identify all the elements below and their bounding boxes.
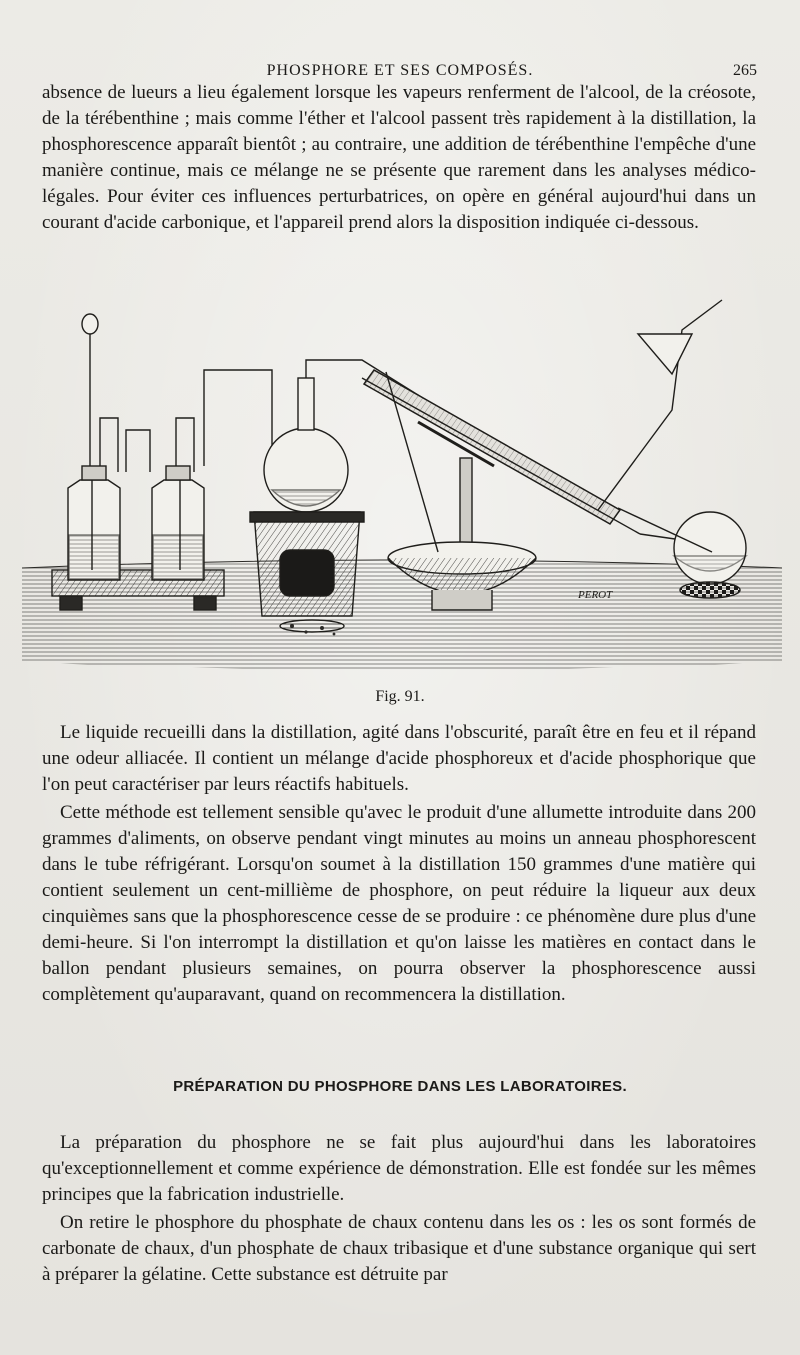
paragraph-5: On retire le phosphore du phosphate de chaux contenu dans les os : les os sont formés de carbonate de chaux, d'un phosphate de chaux tribasique et d'une substance organique qui sert à préparer la gélatine. Cette substance est détruite par	[42, 1212, 756, 1285]
section-heading: PRÉPARATION DU PHOSPHORE DANS LES LABORATOIRES.	[173, 1078, 627, 1095]
distillation-apparatus-illustration	[22, 290, 782, 670]
condenser-tube	[362, 300, 722, 540]
figure-caption: Fig. 91.	[375, 688, 425, 705]
paragraph-2: Le liquide recueilli dans la distillation, agité dans l'obscurité, paraît être en feu et il répand une odeur alliacée. Il contient un mélange d'acide phosphoreux et d'acide phosphorique que l'on peut caractériser par leurs réactifs habituels.	[42, 722, 756, 795]
page-number: 265	[733, 62, 757, 79]
paragraph-4: La préparation du phosphore ne se fait plus aujourd'hui dans les laboratoires qu'exceptionnellement et comme expérience de démonstration. Elle est fondée sur les mêmes principes que la fabrication industrielle.	[42, 1132, 756, 1205]
paragraph-3: Cette méthode est tellement sensible qu'avec le produit d'une allumette introduite dans 200 grammes d'aliments, on observe pendant vingt minutes au moins un anneau phosphorescent dans le tube réfrigérant. Lorsqu'on soumet à la distillation 150 grammes d'une matière qui contient seulement un cent-millième de phosphore, on peut réduire la liqueur aux deux cinquièmes sans que la phosphorescence cesse de se produire : ce phénomène dure plus d'une demi-heure. Si l'on interrompt la distillation et qu'on laisse les matières en contact dans le ballon pendant plusieurs semaines, on pourra observer la phosphorescence aussi complètement qu'auparavant, quand on recommencera la distillation.	[42, 802, 756, 1005]
running-title: PHOSPHORE ET SES COMPOSÉS.	[266, 62, 534, 79]
paragraph-1: absence de lueurs a lieu également lorsque les vapeurs renferment de l'alcool, de la créosote, de la térébenthine ; mais comme l'éther et l'alcool passent très rapidement à la distillation, la phosphorescence apparaît bientôt ; au contraire, une addition de térébenthine l'empêche d'une manière continue, mais ce mélange ne se présente que rarement dans les analyses médico-légales. Pour éviter ces influences perturbatrices, on opère en général aujourd'hui dans un courant d'acide carbonique, et l'appareil prend alors la disposition indiquée ci-dessous.	[42, 82, 756, 233]
engraver-signature: PEROT	[578, 589, 613, 601]
